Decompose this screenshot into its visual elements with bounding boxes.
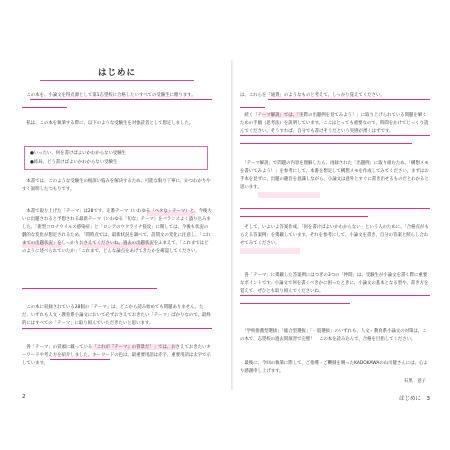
underline-mark	[30, 99, 212, 100]
left-paragraph-3: 本書では、このような受験生の根深い悩みを解決するため、可能な限り丁寧に、かつわかりやすく説明したつもりです。	[22, 179, 211, 193]
page-heading: はじめに	[97, 68, 136, 78]
target-reader-item: ●いったい、何を書けばよいかわからない受験生	[30, 151, 127, 156]
gutter-shadow	[231, 60, 234, 390]
right-paragraph-1: は、これらを「通貨」のようなものと考えて、しっかり覚えてください。	[240, 93, 385, 98]
page-number-left: 2	[22, 394, 26, 400]
left-paragraph-2: 私は、この本を執筆する際に、以下のような受験生を対象読者として想定しました。	[22, 121, 194, 126]
underline-mark	[22, 328, 212, 329]
underline-mark	[240, 303, 350, 304]
right-paragraph-3: 「テーマ解説」で問題の内容を理解したら、再録された「出題例」に取り組むため、「構想メモを書いてみよう！」を参考にして、本番を想定して構想メモを作成してみてください。まずはお手本を見ずに、出題の趣旨を意識しながら、小論文は意外とすぐに書き出せるものだとわかると思います。	[240, 161, 429, 191]
target-reader-item: ●結局、どう書けばよいかわからない受験生	[30, 160, 118, 165]
right-paragraph-4: そして、いよいよ答案作成。「何を書けばよいかわからない」という人のために、「合格点がもらえる答案例」を掲載しています。それを参考にして、小論文を書き、自分の答案と照らし合わせてみてください。	[240, 225, 429, 247]
highlight-mark	[240, 248, 300, 254]
underline-mark	[240, 143, 412, 144]
right-paragraph-7: 「学校推薦型選抜」「総合型選抜」「一般選抜」のいずれも、人文・教育系小論文の対策は、この本で、志望校の過去問演習で完璧！ この本を読み込んで、合格を目指してください。	[240, 329, 427, 343]
right-paragraph-8: 最後に、今回の執筆に際して、ご指導・ご鞭撻を賜ったKADOKAWAの山川健さんには、心より感謝申し上げます。	[240, 361, 428, 375]
left-paragraph-4: 本書で取り上げた「テーマ」は28です。定番テーマ（いわゆる「ベタな」テーマ）と、今後大いに出題されると予想される最新テーマ（いわゆる「旬な」テーマ）をバランスよく盛り込みました。「新型コロナウイルス感染症」と「ロシアのウクライナ侵攻」に関しては、今後も状況の劇的な変化が想定されるため、「問時点では、最新状況を調べて、設問文の変化に注意し、「これまでの出題状況」をしっかりおさえてくださいね。過去の出題状況をふまえて、「これまではどのように述べられていたか」「これまで、どんな論点をあげてきたかを確認してください。	[22, 209, 212, 255]
target-readers-box	[24, 146, 208, 170]
underline-mark	[22, 288, 157, 289]
underline-mark	[268, 99, 430, 100]
left-paragraph-5: この本に収録されている28個の「テーマ」は、どこから読み始めても問題ありません。ただ、いずれも人文・教育系小論文において必ずおさえておきたい「テーマ」ばかりなので、最終的にはすべての「テーマ」に取り組んでいただきたいと思います。	[22, 305, 211, 327]
right-paragraph-5: 各「テーマ」に掲載した答案例にはつぎの3つの「仲間」は、受験生が小論文を書く際に重要なポイントです。小論文で何を書くべきかに困ったときに、小論文の基本となる型や、書き方を覚えて、ぜひとも取り組んでくださいね。	[240, 273, 429, 295]
right-paragraph-2: 続く「テーマ解説」では、「実際の出題例を見てみよう！」に取り上げられている問題を解くための手順（思考法）を説明しています。ここはとっても重要なので、時間をかけてじっくり読んでください。そうすれば、自分でも書けそうだという実感が湧くはずです。	[240, 113, 429, 135]
left-page	[22, 60, 212, 400]
page-number-right: はじめに 3	[399, 396, 430, 402]
underline-mark	[22, 107, 67, 108]
author-name: 石黒 意子	[404, 379, 426, 384]
underline-mark	[240, 216, 368, 217]
left-paragraph-1: この本を、小論文を得点源として第1志望校に合格したいすべての受験生に贈ります。	[22, 93, 196, 98]
underline-mark	[50, 359, 110, 360]
heading-underline	[40, 80, 194, 81]
left-paragraph-6: 各「テーマ」の冒頭に載っている「これが『テーマ』の背景だ！」では、おさえておきたいキーワードや考え方を紹介しました。キーワードの色は、最重要用語は赤字、重要用語は太字で示しています。	[22, 345, 211, 367]
underline-mark	[240, 295, 430, 296]
highlight-mark	[258, 192, 320, 198]
right-page	[240, 60, 430, 402]
underline-mark	[240, 135, 430, 136]
underline-mark	[240, 208, 430, 209]
underline-mark	[240, 107, 265, 108]
